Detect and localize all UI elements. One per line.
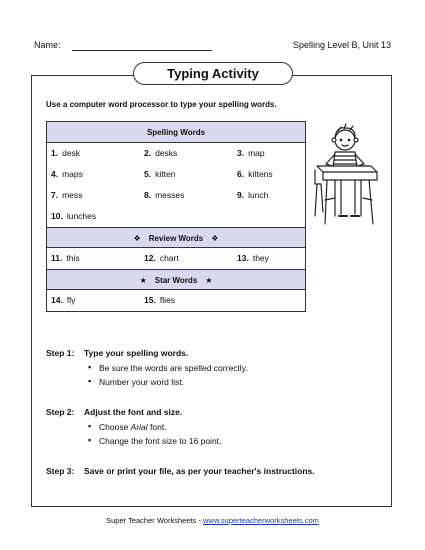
word-number: 5.: [144, 169, 152, 179]
step-3: [46, 466, 315, 476]
step-number: Step 1:: [46, 348, 75, 358]
step-2: [46, 407, 182, 417]
step-title: Adjust the font and size.: [84, 407, 183, 417]
step-title: Type your spelling words.: [84, 348, 189, 358]
step-title: Save or print your file, as per your teacher's instructions.: [84, 466, 315, 476]
word-number: 2.: [144, 148, 152, 158]
worksheet-header: [34, 40, 391, 54]
spelling-word: messes: [155, 190, 185, 200]
review-word: this: [66, 253, 80, 263]
font-name-emphasis: Arial: [130, 422, 148, 432]
table-row: [47, 248, 305, 269]
star-words-label: Star Words: [154, 276, 198, 285]
name-label: Name:: [34, 40, 61, 50]
step-number: Step 2:: [46, 407, 75, 417]
step-number: Step 3:: [46, 466, 75, 476]
step-1-bullet-2: ▪ Number your word list.: [99, 377, 184, 387]
table-row: [47, 164, 305, 185]
student-at-desk-illustration: [311, 120, 383, 230]
review-word: they: [252, 253, 269, 263]
step-1: [46, 348, 188, 358]
step-2-bullet-2: ▪ Change the font size to 16 point.: [99, 436, 221, 446]
diamond-icon: ❖: [133, 234, 141, 243]
star-words-header: [47, 269, 305, 290]
word-number: 14.: [51, 295, 63, 305]
table-row: [47, 185, 305, 206]
spelling-word: kitten: [155, 169, 176, 179]
word-number: 4.: [51, 169, 59, 179]
diamond-icon: ❖: [211, 234, 219, 243]
footer-link[interactable]: www.superteacherworksheets.com: [202, 516, 319, 525]
word-number: 3.: [237, 148, 245, 158]
instruction-text: Use a computer word processor to type your spelling words.: [46, 100, 277, 109]
step-2-bullet-1: ▪ Choose Arial font.: [99, 422, 167, 432]
review-words-header: [47, 227, 305, 248]
page-title: Typing Activity: [133, 62, 293, 85]
word-number: 10.: [51, 211, 63, 221]
table-row: [47, 290, 305, 311]
star-word: fly: [66, 295, 76, 305]
spelling-word: maps: [62, 169, 83, 179]
word-number: 7.: [51, 190, 59, 200]
table-row: [47, 206, 305, 227]
word-number: 13.: [237, 253, 249, 263]
spelling-word: lunch: [248, 190, 269, 200]
spelling-word: desk: [62, 148, 81, 158]
star-icon: ★: [205, 276, 213, 285]
name-blank-line: [72, 50, 212, 51]
spelling-word: mess: [62, 190, 83, 200]
spelling-word: desks: [155, 148, 178, 158]
table-row: [47, 143, 305, 164]
word-number: 9.: [237, 190, 245, 200]
spelling-words-table: [46, 121, 306, 312]
word-number: 11.: [51, 253, 63, 263]
word-number: 8.: [144, 190, 152, 200]
word-number: 15.: [144, 295, 156, 305]
word-number: 12.: [144, 253, 156, 263]
level-label: Spelling Level B, Unit 13: [292, 40, 391, 50]
review-words-label: Review Words: [148, 234, 204, 243]
spelling-word: lunches: [66, 211, 97, 221]
word-number: 6.: [237, 169, 245, 179]
step-1-bullet-1: ▪ Be sure the words are spelled correctly.: [99, 363, 248, 373]
footer-text: Super Teacher Worksheets -: [106, 516, 203, 525]
review-word: chart: [159, 253, 179, 263]
page-footer: [0, 516, 425, 525]
spelling-word: kittens: [248, 169, 273, 179]
spelling-words-header: Spelling Words: [47, 122, 305, 143]
star-icon: ★: [139, 276, 147, 285]
word-number: 1.: [51, 148, 59, 158]
star-word: flies: [159, 295, 175, 305]
spelling-word: map: [248, 148, 265, 158]
